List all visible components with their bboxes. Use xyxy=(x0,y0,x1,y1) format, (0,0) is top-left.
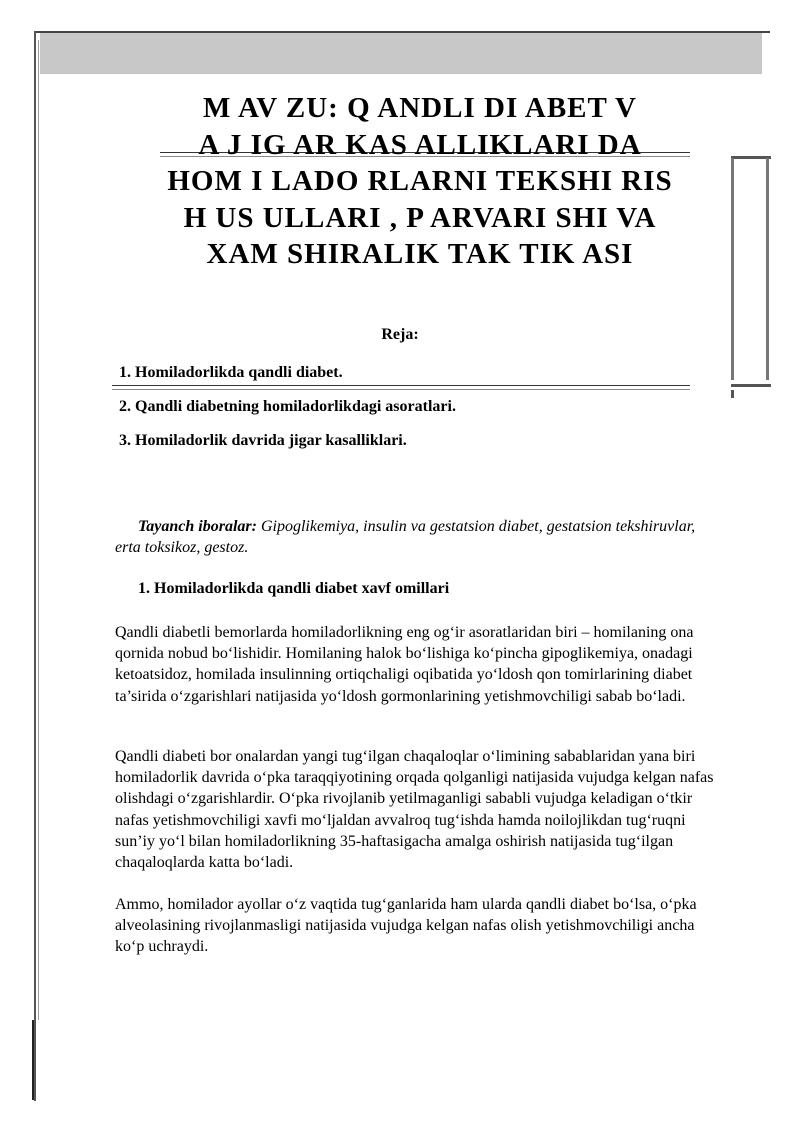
plan-list xyxy=(119,364,456,466)
right-bracket-left-side xyxy=(731,158,734,380)
section-heading: 1. Homiladorlikda qandli diabet xavf omillari xyxy=(138,580,450,597)
title-line: XAM SHIRALIK TAK TIK ASI xyxy=(206,238,634,270)
frame-top-rule xyxy=(34,31,770,33)
header-gray-bar xyxy=(40,32,762,74)
title-line: M AV ZU: Q ANDLI DI ABET V xyxy=(203,92,637,124)
plan-item: 1. Homiladorlikda qandli diabet. xyxy=(119,364,343,381)
frame-left-bottom-rule xyxy=(32,1020,34,1100)
right-bracket-right-side xyxy=(766,158,769,380)
body-paragraph: Qandli diabetli bemorlarda homiladorlikning eng og‘ir asoratlaridan biri – homilaning ona qornida nobud bo‘lishidir. Homilaning halok bo‘lishiga ko‘pincha gipoglikemiya, onadagi ketoatsidoz, homilada insulinning ortiqchaligi oqibatida yo‘ldosh qon tomirlarining diabet ta’sirida o‘zgarishlari natijasida yo‘ldosh gormonlarining yetishmovchiligi sabab bo‘ladi. xyxy=(115,624,694,705)
frame-left-inner-rule xyxy=(38,40,39,1020)
frame-left-rule xyxy=(34,31,36,1101)
plan-item: 3. Homiladorlik davrida jigar kasalliklari. xyxy=(119,432,407,449)
keywords-paragraph xyxy=(115,516,715,558)
right-bracket-top xyxy=(731,156,771,159)
right-bracket-tick xyxy=(731,390,734,398)
title-line: A J IG AR KAS ALLIKLARI DA xyxy=(198,128,642,161)
title-line: HOM I LADO RLARNI TEKSHI RIS xyxy=(167,165,673,197)
keywords-label: Tayanch iboralar: xyxy=(138,518,257,535)
right-bracket-bottom xyxy=(731,384,771,387)
plan-heading: Reja: xyxy=(381,326,419,343)
title-line: H US ULLARI , P ARVARI SHI VA xyxy=(183,201,657,234)
plan-item: 2. Qandli diabetning homiladorlikdagi asoratlari. xyxy=(119,398,456,415)
body-paragraph: Ammo, homilador ayollar o‘z vaqtida tug‘ganlarida ham ularda qandli diabet bo‘lsa, o‘pka alveolasining rivojlanmasligi natijasida vujudga kelgan nafas olish yetishmovchiligi ancha ko‘p uchraydi. xyxy=(115,896,697,956)
page-title xyxy=(120,90,720,273)
body-paragraph: Qandli diabeti bor onalardan yangi tug‘ilgan chaqaloqlar o‘limining sabablaridan yana biri homiladorlik davrida o‘pka taraqqiyotining orqada qolganligi natijasida vujudga kelgan nafas olishdagi o‘zgarishlardir. O‘pka rivojlanib yetilmaganligi sababli vujudga keladigan o‘tkir nafas yetishmovchiligi xavfi mo‘ljaldan avvalroq tug‘ishda hamda noilojlikdan tug‘ruqni sun’iy yo‘l bilan homiladorlikning 35-haftasigacha amalga oshirish natijasida tug‘ilgan chaqaloqlarda katta bo‘ladi. xyxy=(115,748,714,872)
keywords-text: Gipoglikemiya, insulin va gestatsion diabet, gestatsion tekshiruvlar, erta toksikoz, gestoz. xyxy=(115,518,696,556)
